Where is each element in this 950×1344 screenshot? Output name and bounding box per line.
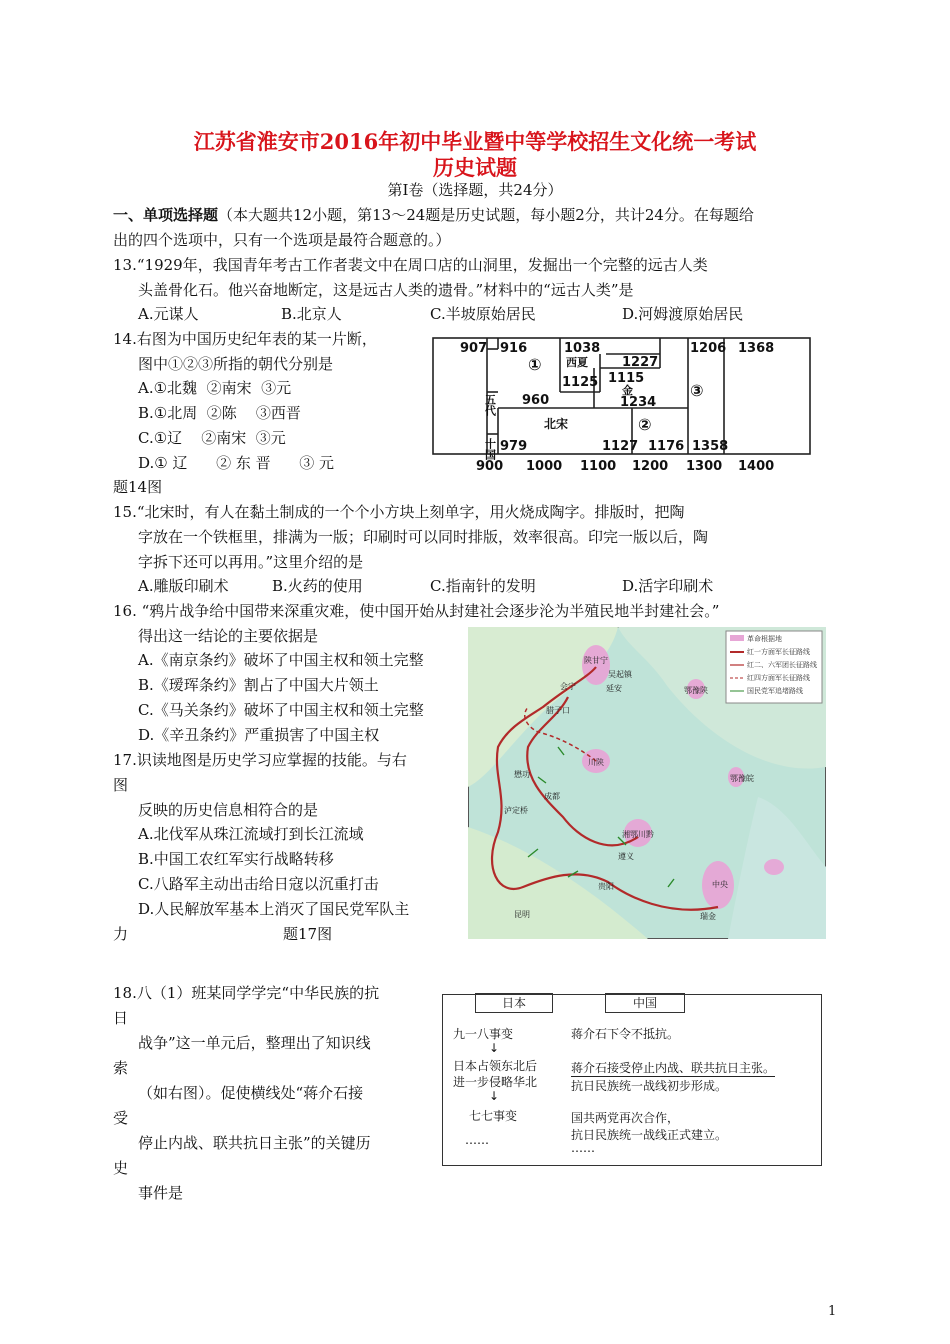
q15-stem-3: 字拆下还可以再用。”这里介绍的是: [138, 553, 364, 571]
place-ruijin: 瑞金: [700, 912, 716, 921]
arrow-1: ↓: [489, 1041, 500, 1055]
q15-option-c: C.指南针的发明: [430, 577, 536, 595]
q18-line-4b: 史: [113, 1159, 129, 1177]
q18-line-3: （如右图）。促使横线处“蒋介石接: [138, 1084, 364, 1102]
q15-option-a: A.雕版印刷术: [138, 577, 229, 595]
q17-option-b: B.中国工农红军实行战略转移: [138, 850, 334, 868]
axis-1100: 1100: [580, 459, 617, 474]
china-event-3: 抗日民族统一战线初步形成。: [571, 1079, 728, 1093]
china-event-5: 抗日民族统一战线正式建立。: [571, 1128, 728, 1142]
legend-first-front: 红一方面军长征路线: [747, 648, 810, 656]
q17-option-d-2: 力: [113, 925, 129, 943]
japan-event-1: 九一八事变: [453, 1027, 514, 1041]
place-maogong: 懋功: [514, 770, 530, 779]
q14-option-c: C.①辽 ②南宋 ③元: [138, 429, 286, 447]
marker-1: ①: [528, 355, 542, 374]
q16-stem-2: 得出这一结论的主要依据是: [138, 627, 319, 645]
year-979: 979: [500, 439, 528, 454]
place-chuanshaan: 川陕: [588, 758, 604, 767]
q17-stem-1: 17.识读地图是历史学习应掌握的技能。与右: [113, 751, 407, 769]
col-japan-header: 日本: [475, 993, 553, 1013]
q15-stem-1: 15.“北宋时，有人在黏土制成的一个个小方块上刻单字，用火烧成陶字。排版时，把陶: [113, 503, 685, 521]
q14-option-b: B.①北周 ②陈 ③西晋: [138, 404, 301, 422]
year-1358: 1358: [692, 439, 729, 454]
axis-900: 900: [476, 459, 504, 474]
q16-stem-1: 16. “鸦片战争给中国带来深重灾难，使中国开始从封建社会逐步沦为半殖民地半封建社会。”: [113, 602, 720, 620]
year-1206: 1206: [690, 341, 727, 356]
q15-stem-2: 字放在一个铁框里，排满为一版；印刷时可以同时排版，效率很高。印完一版以后，陶: [138, 528, 709, 546]
q14-caption: 题14图: [113, 478, 163, 496]
exam-title: 江苏省淮安市2016年初中毕业暨中等学校招生文化统一考试: [193, 129, 757, 154]
volume-label: 第Ⅰ卷（选择题，共24分）: [387, 181, 563, 199]
page-number: 1: [828, 1304, 837, 1319]
axis-1300: 1300: [686, 459, 723, 474]
year-960: 960: [522, 393, 550, 408]
japan-ellipsis: ……: [465, 1133, 489, 1147]
year-1125: 1125: [562, 375, 599, 390]
q17-stem-2: 反映的历史信息相符合的是: [138, 801, 319, 819]
china-ellipsis: ……: [571, 1141, 595, 1155]
place-zhongyang: 中央: [712, 880, 728, 889]
q13-option-c: C.半坡原始居民: [430, 305, 536, 323]
year-1176: 1176: [648, 439, 685, 454]
q13-option-a: A.元谋人: [138, 305, 199, 323]
year-1115: 1115: [608, 371, 645, 386]
place-lazikou: 腊子口: [546, 706, 570, 715]
place-xiangechuanqian: 湘鄂川黔: [622, 830, 654, 839]
legend-fourth-front: 红四方面军长征路线: [747, 674, 810, 682]
section-desc: （本大题共12小题，第13～24题是历史试题，每小题2分，共计24分。在每题给: [218, 206, 754, 224]
base-shaanganning: [582, 645, 610, 685]
year-907: 907: [460, 341, 488, 356]
place-zunyi: 遵义: [618, 852, 634, 861]
q17-caption: 题17图: [283, 925, 333, 943]
legend-kmt: 国民党军追堵路线: [747, 687, 803, 695]
year-1368: 1368: [738, 341, 775, 356]
marker-3: ③: [690, 381, 704, 400]
q14-option-d: D.① 辽 ② 东 晋 ③ 元: [138, 454, 334, 472]
place-eyuwan: 鄂豫皖: [730, 774, 754, 783]
q16-option-d: D.《辛丑条约》严重损害了中国主权: [138, 726, 380, 744]
place-wuqizhen: 吴起镇: [608, 670, 632, 679]
axis-1400: 1400: [738, 459, 775, 474]
q13-stem-2: 头盖骨化石。他兴奋地断定，这是远古人类的遗骨。”材料中的“远古人类”是: [138, 281, 634, 299]
year-1234: 1234: [620, 395, 657, 410]
place-shaanganning: 陕甘宁: [584, 656, 608, 665]
dynasty-timeline-figure: [432, 334, 816, 476]
q18-line-2: 战争”这一单元后，整理出了知识线: [138, 1034, 371, 1052]
place-kunming: 昆明: [514, 910, 530, 919]
axis-1200: 1200: [632, 459, 669, 474]
label-xixia: 西夏: [566, 356, 588, 369]
q18-line-1b: 日: [113, 1009, 129, 1027]
place-guiyang: 贵阳: [598, 882, 614, 891]
legend-2-6-army: 红二、六军团长征路线: [747, 661, 817, 669]
q15-option-d: D.活字印刷术: [622, 577, 714, 595]
knowledge-clue-diagram: [442, 994, 822, 1166]
japan-event-2a: 日本占领东北后: [453, 1059, 538, 1073]
q14-option-a: A.①北魏 ②南宋 ③元: [138, 379, 292, 397]
q16-option-c: C.《马关条约》破坏了中国主权和领土完整: [138, 701, 424, 719]
q18-line-3b: 受: [113, 1109, 129, 1127]
exam-subject: 历史试题: [433, 155, 517, 180]
marker-2: ②: [638, 415, 652, 434]
place-yanan: 延安: [606, 684, 622, 693]
section-heading: 一、单项选择题: [113, 206, 219, 224]
q15-option-b: B.火药的使用: [272, 577, 363, 595]
label-shiguo: 十国: [483, 438, 497, 460]
q13-option-b: B.北京人: [281, 305, 342, 323]
year-1227: 1227: [622, 355, 659, 370]
year-916: 916: [500, 341, 528, 356]
place-ludingqiao: 泸定桥: [504, 806, 528, 815]
china-event-2: 蒋介石接受停止内战、联共抗日主张。: [571, 1061, 776, 1075]
year-1127: 1127: [602, 439, 639, 454]
label-wudai: 五代: [483, 394, 497, 416]
q17-option-d-1: D.人民解放军基本上消灭了国民党军队主: [138, 900, 410, 918]
japan-event-3: 七七事变: [469, 1109, 518, 1123]
q13-stem-1: 13.“1929年，我国青年考古工作者裴文中在周口店的山洞里，发掘出一个完整的远古人类: [113, 256, 708, 274]
q17-option-c: C.八路军主动出击给日寇以沉重打击: [138, 875, 379, 893]
q17-option-a: A.北伐军从珠江流域打到长江流域: [138, 825, 364, 843]
place-huining: 会宁: [560, 682, 576, 691]
legend-bases: 革命根据地: [747, 635, 782, 643]
q16-option-b: B.《瑷珲条约》割占了中国大片领土: [138, 676, 379, 694]
q14-stem-2: 图中①②③所指的朝代分别是: [138, 355, 334, 373]
col-china-header: 中国: [605, 993, 685, 1013]
label-jin: 金: [622, 384, 633, 397]
long-march-map: [468, 627, 826, 939]
q17-stem-1b: 图: [113, 776, 129, 794]
axis-1000: 1000: [526, 459, 563, 474]
place-chengdu: 成都: [544, 792, 560, 801]
q18-line-2b: 索: [113, 1059, 129, 1077]
section-desc-2: 出的四个选项中，只有一个选项是最符合题意的。）: [113, 231, 451, 249]
q16-option-a: A.《南京条约》破坏了中国主权和领土完整: [138, 651, 424, 669]
q13-option-d: D.河姆渡原始居民: [622, 305, 744, 323]
japan-event-2b: 进一步侵略华北: [453, 1075, 538, 1089]
place-eyushaan: 鄂豫陕: [684, 686, 708, 695]
q18-line-5: 事件是: [138, 1184, 184, 1202]
q18-line-1: 18.八（1）班某同学学完“中华民族的抗: [113, 984, 380, 1002]
china-event-4: 国共两党再次合作，: [571, 1111, 680, 1125]
label-beisong: 北宋: [544, 417, 569, 431]
q18-line-4: 停止内战、联共抗日主张”的关键历: [138, 1134, 371, 1152]
q14-stem-1: 14.右图为中国历史纪年表的某一片断，: [113, 330, 377, 348]
arrow-2: ↓: [489, 1089, 500, 1103]
china-event-1: 蒋介石下令不抵抗。: [571, 1027, 680, 1041]
year-1038: 1038: [564, 341, 601, 356]
